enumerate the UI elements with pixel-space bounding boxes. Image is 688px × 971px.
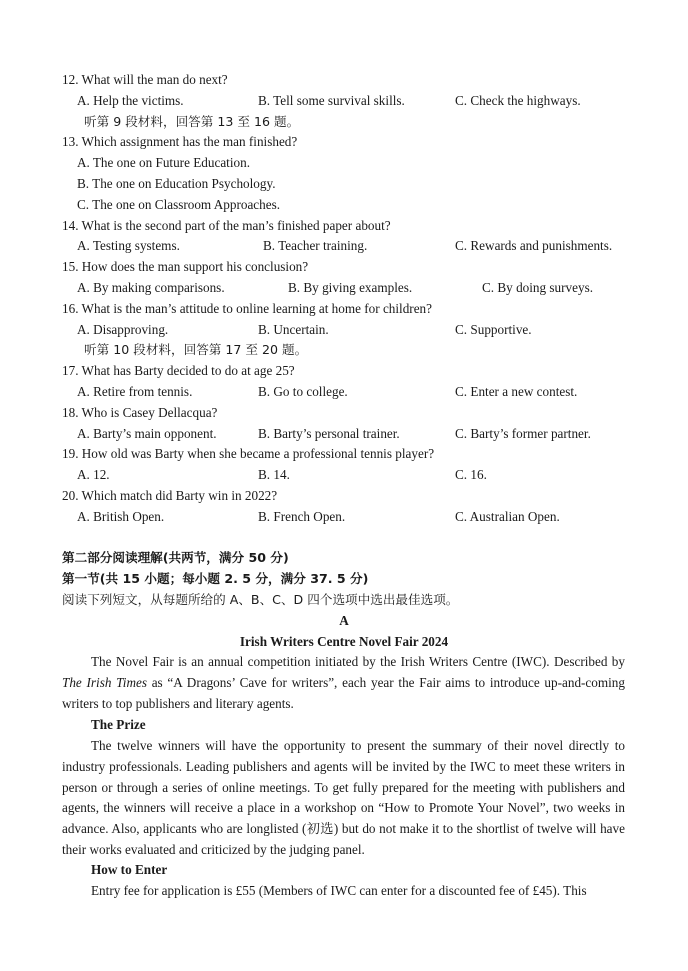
option-15c: C. By doing surveys. (482, 280, 593, 295)
paragraph-intro-part2: as “A Dragons’ Cave for writers”, each year the Fair aims to introduce up-and-coming writers to top publishers and literary agents. (62, 674, 625, 711)
option-14b: B. Teacher training. (263, 238, 368, 253)
question-17: 17. What has Barty decided to do at age 25? (62, 363, 295, 378)
section-9-instruction: 听第 9 段材料，回答第 13 至 16 题。 (84, 114, 300, 129)
passage-title: Irish Writers Centre Novel Fair 2024 (239, 634, 449, 649)
heading-prize: The Prize (91, 717, 146, 732)
option-17c: C. Enter a new contest. (455, 384, 578, 399)
option-12c: C. Check the highways. (455, 93, 581, 108)
paragraph-intro (62, 652, 625, 714)
section-one-title: 第一节(共 15 小题；每小题 2. 5 分，满分 37. 5 分) (62, 571, 369, 586)
heading-how-to-enter: How to Enter (91, 862, 168, 877)
option-16b: B. Uncertain. (258, 322, 329, 337)
newspaper-name: The Irish Times (62, 674, 147, 690)
question-13: 13. Which assignment has the man finished? (62, 134, 298, 149)
question-12: 12. What will the man do next? (62, 72, 228, 87)
option-13c: C. The one on Classroom Approaches. (77, 197, 281, 212)
paragraph-entry-text: Entry fee for application is £55 (Members of IWC can enter for a discounted fee of £45). This (91, 883, 587, 898)
option-16a: A. Disapproving. (77, 322, 169, 337)
option-12a: A. Help the victims. (77, 93, 184, 108)
option-18b: B. Barty’s personal trainer. (258, 426, 400, 441)
option-17a: A. Retire from tennis. (77, 384, 193, 399)
option-13b: B. The one on Education Psychology. (77, 176, 276, 191)
option-16c: C. Supportive. (455, 322, 532, 337)
option-15a: A. By making comparisons. (77, 280, 225, 295)
section-10-instruction: 听第 10 段材料，回答第 17 至 20 题。 (84, 342, 308, 357)
option-18a: A. Barty’s main opponent. (77, 426, 217, 441)
option-20c: C. Australian Open. (455, 509, 560, 524)
reading-instruction: 阅读下列短文，从每题所给的 A、B、C、D 四个选项中选出最佳选项。 (62, 592, 459, 607)
question-20: 20. Which match did Barty win in 2022? (62, 488, 278, 503)
option-14a: A. Testing systems. (77, 238, 180, 253)
option-19c: C. 16. (455, 467, 487, 482)
option-17b: B. Go to college. (258, 384, 348, 399)
option-13a: A. The one on Future Education. (77, 155, 250, 170)
part-two-title: 第二部分阅读理解(共两节，满分 50 分) (62, 550, 289, 565)
question-14: 14. What is the second part of the man’s finished paper about? (62, 218, 391, 233)
question-15: 15. How does the man support his conclusion? (62, 259, 309, 274)
paragraph-prize (62, 736, 625, 861)
paragraph-prize-text: The twelve winners will have the opportunity to present the summary of their novel directly to industry professionals. Leading publishers and agents will be invited by the IWC to meet these writers in person or through a series of online meetings. To get fully prepared for the meeting with publishers and agents, the winners will receive a place in a workshop on “How to Promote Your Novel”, two weeks in advance. Also, applicants who are longlisted (初选) but do not make it to the shortlist of twelve will have their works evaluated and criticized by the judging panel. (62, 738, 625, 857)
question-19: 19. How old was Barty when she became a professional tennis player? (62, 446, 435, 461)
option-20b: B. French Open. (258, 509, 346, 524)
option-12b: B. Tell some survival skills. (258, 93, 405, 108)
paragraph-intro-part1: The Novel Fair is an annual competition initiated by the Irish Writers Centre (IWC). Described by (91, 654, 625, 669)
option-19b: B. 14. (258, 467, 290, 482)
option-20a: A. British Open. (77, 509, 165, 524)
paragraph-entry (62, 881, 625, 902)
passage-letter: A (339, 613, 349, 628)
option-14c: C. Rewards and punishments. (455, 238, 613, 253)
question-18: 18. Who is Casey Dellacqua? (62, 405, 218, 420)
option-18c: C. Barty’s former partner. (455, 426, 591, 441)
question-16: 16. What is the man’s attitude to online learning at home for children? (62, 301, 433, 316)
option-19a: A. 12. (77, 467, 110, 482)
option-15b: B. By giving examples. (288, 280, 413, 295)
